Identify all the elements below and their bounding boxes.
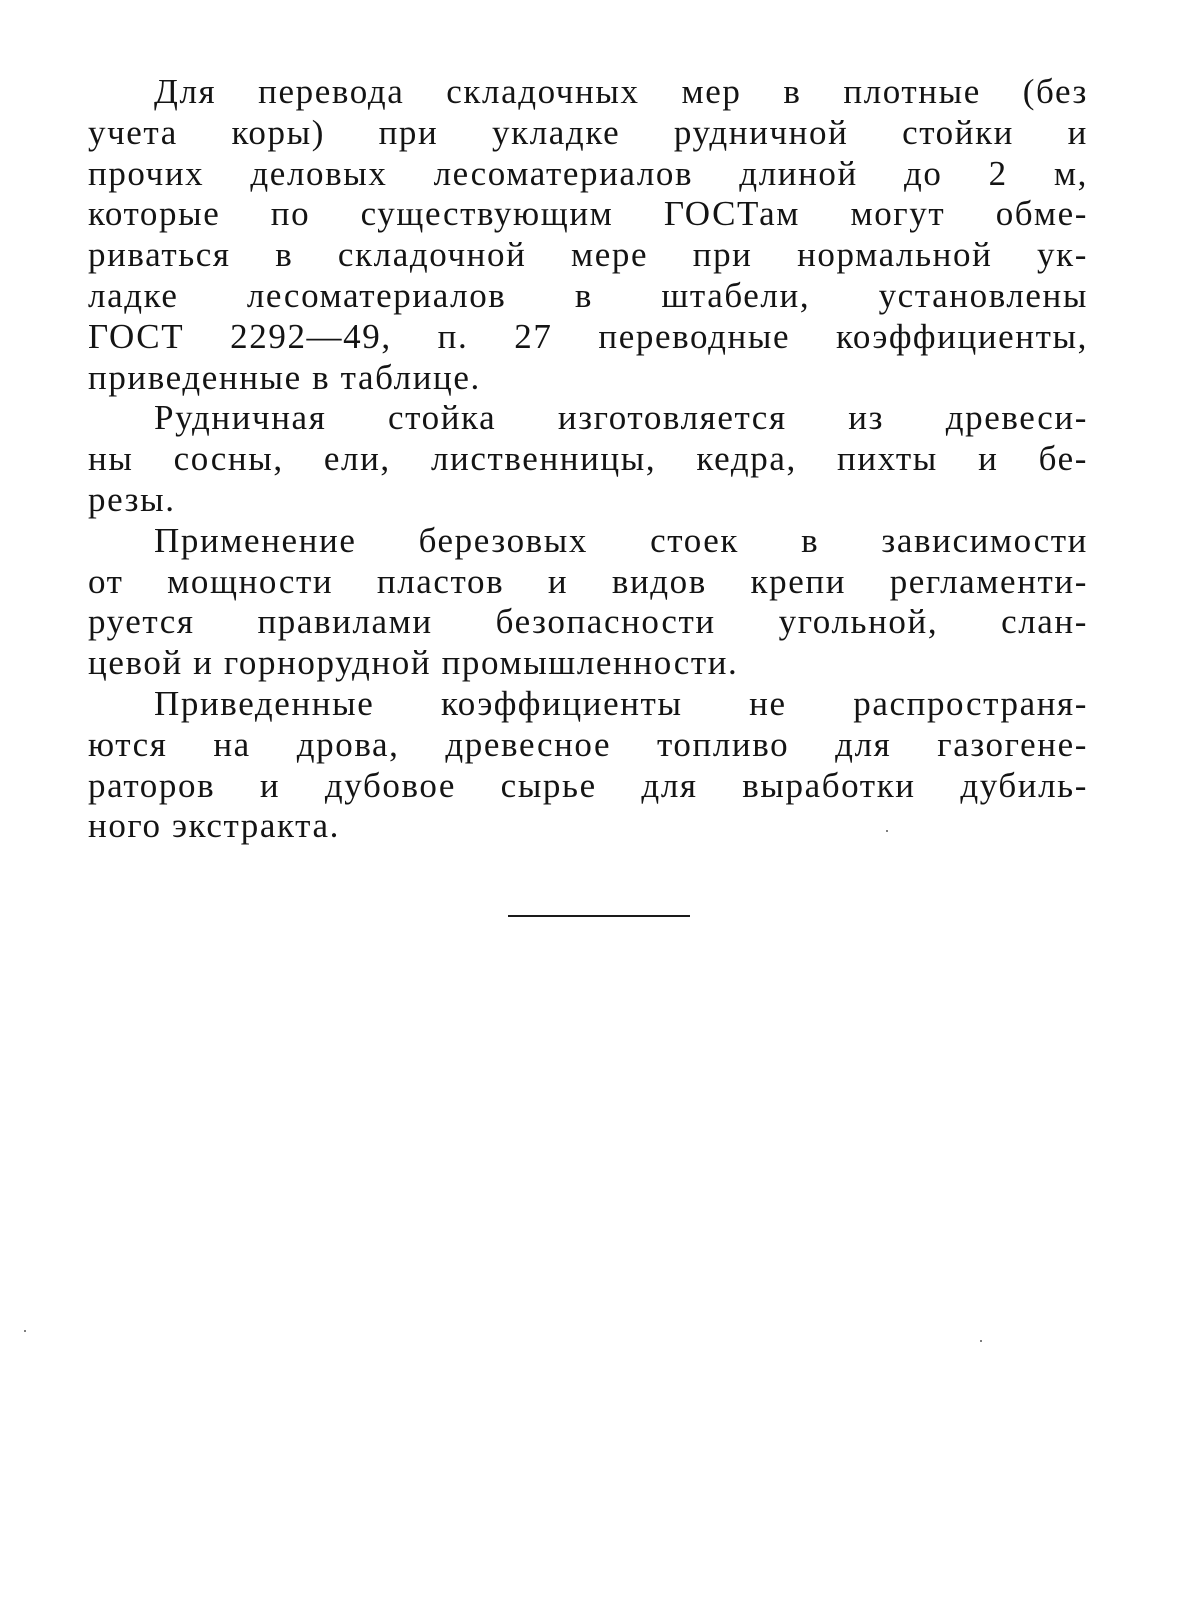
text-line: ГОСТ 2292—49, п. 27 переводные коэффициенты, — [88, 316, 1088, 356]
text-line: ладке лесоматериалов в штабели, установлены — [88, 275, 1088, 315]
text-line: Для перевода складочных мер в плотные (без — [154, 72, 1088, 111]
paragraph-exclusions — [88, 684, 1088, 847]
document-body — [88, 72, 1088, 847]
scan-speck — [24, 1330, 26, 1332]
text-line: резы. — [88, 479, 176, 519]
text-line: приведенные в таблице. — [88, 357, 481, 397]
scan-speck — [980, 1340, 982, 1342]
paragraph-conversion-coefficients — [88, 72, 1088, 398]
text-line: раторов и дубовое сырье для выработки дубиль- — [88, 765, 1088, 805]
text-line: учета коры) при укладке рудничной стойки и — [88, 112, 1088, 152]
text-line: руется правилами безопасности угольной, слан- — [88, 602, 1088, 642]
text-line: риваться в складочной мере при нормальной ук- — [88, 235, 1088, 275]
paragraph-birch-props — [88, 521, 1088, 684]
text-line: цевой и горнорудной промышленности. — [88, 643, 739, 683]
text-line: ются на дрова, древесное топливо для газогене- — [88, 724, 1088, 764]
text-line: Рудничная стойка изготовляется из древеси- — [154, 398, 1088, 438]
scan-speck — [886, 830, 888, 832]
text-line: ны сосны, ели, лиственницы, кедра, пихты и бе- — [88, 439, 1088, 479]
text-line: прочих деловых лесоматериалов длиной до 2 м, — [88, 153, 1088, 193]
section-divider — [508, 915, 690, 917]
text-line: от мощности пластов и видов крепи регламенти- — [88, 561, 1088, 601]
text-line: Применение березовых стоек в зависимости — [154, 520, 1088, 560]
text-line: Приведенные коэффициенты не распространя- — [154, 683, 1088, 723]
text-line: которые по существующим ГОСТам могут обме- — [88, 194, 1088, 234]
paragraph-mine-prop-wood — [88, 398, 1088, 520]
text-line: ного экстракта. — [88, 806, 340, 846]
